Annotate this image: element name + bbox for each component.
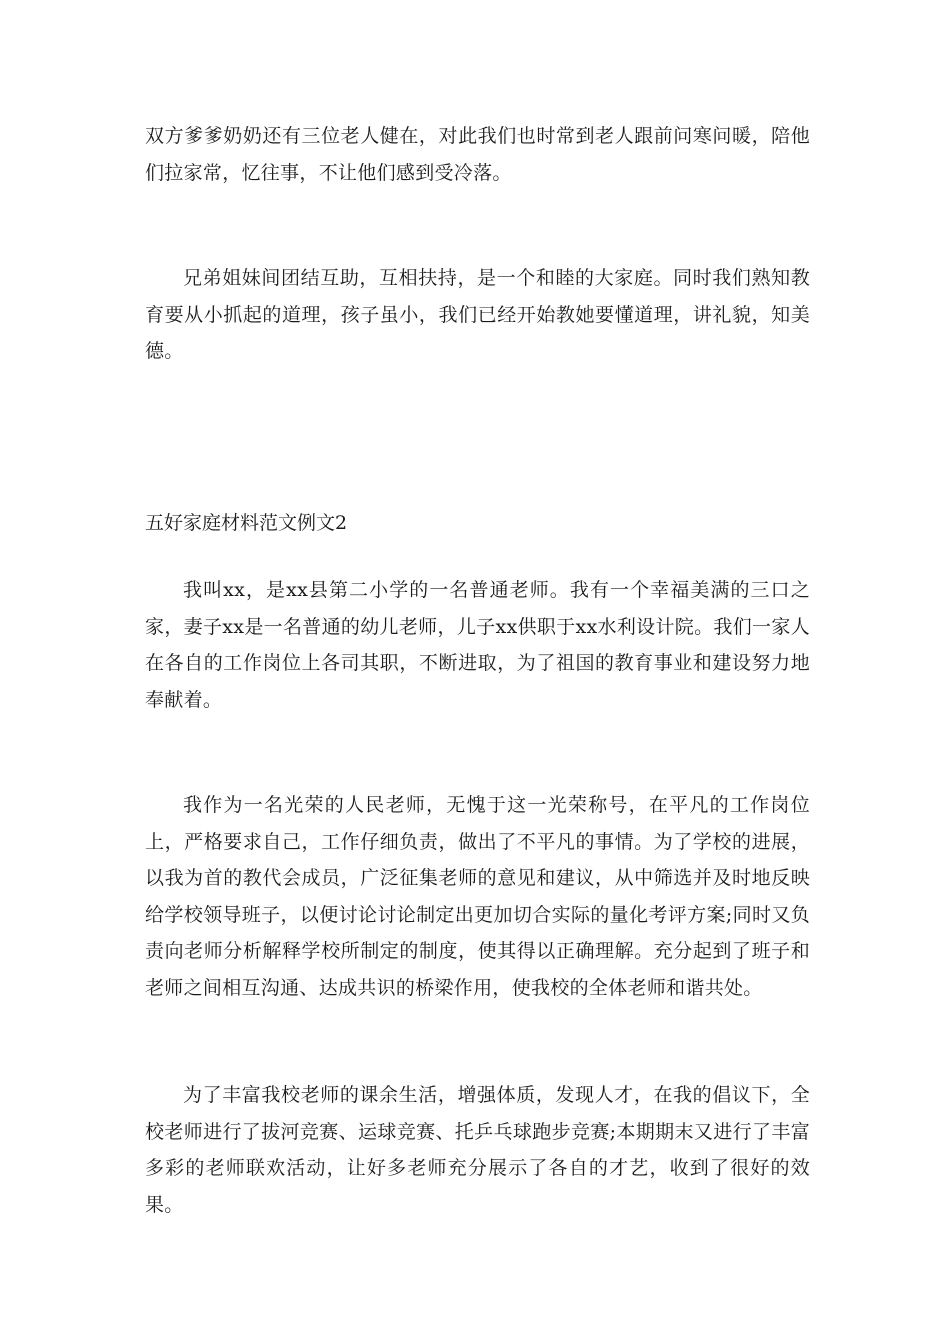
paragraph-siblings: 兄弟姐妹间团结互助，互相扶持，是一个和睦的大家庭。同时我们熟知教育要从小抓起的道理，孩子虽小，我们已经开始教她要懂道理，讲礼貌，知美德。 xyxy=(145,267,810,362)
paragraph-teacher-role: 我作为一名光荣的人民老师，无愧于这一光荣称号，在平凡的工作岗位上，严格要求自己，工作仔细负责，做出了不平凡的事情。为了学校的进展，以我为首的教代会成员，广泛征集老师的意见和建议，从中筛选并及时地反映给学校领导班子，以便讨论讨论制定出更加切合实际的量化考评方案;同时又负责向老师分析解释学校所制定的制度，使其得以正确理解。充分起到了班子和老师之间相互沟通、达成共识的桥梁作用，使我校的全体老师和谐共处。 xyxy=(145,794,810,999)
section-title: 五好家庭材料范文例文2 xyxy=(145,512,348,534)
paragraph-activities: 为了丰富我校老师的课余生活，增强体质，发现人才，在我的倡议下，全校老师进行了拔河竞赛、运球竞赛、托乒乓球跑步竞赛;本期期末又进行了丰富多彩的老师联欢活动，让好多老师充分展示了各自的才艺，收到了很好的效果。 xyxy=(145,1084,810,1216)
paragraph-introduction: 我叫xx，是xx县第二小学的一名普通老师。我有一个幸福美满的三口之家，妻子xx是一名普通的幼儿老师，儿子xx供职于xx水利设计院。我们一家人在各自的工作岗位上各司其职，不断进取，为了祖国的教育事业和建设努力地奉献着。 xyxy=(145,579,810,711)
paragraph-elders: 双方爹爹奶奶还有三位老人健在，对此我们也时常到老人跟前问寒问暖，陪他们拉家常，忆往事，不让他们感到受冷落。 xyxy=(145,125,810,184)
